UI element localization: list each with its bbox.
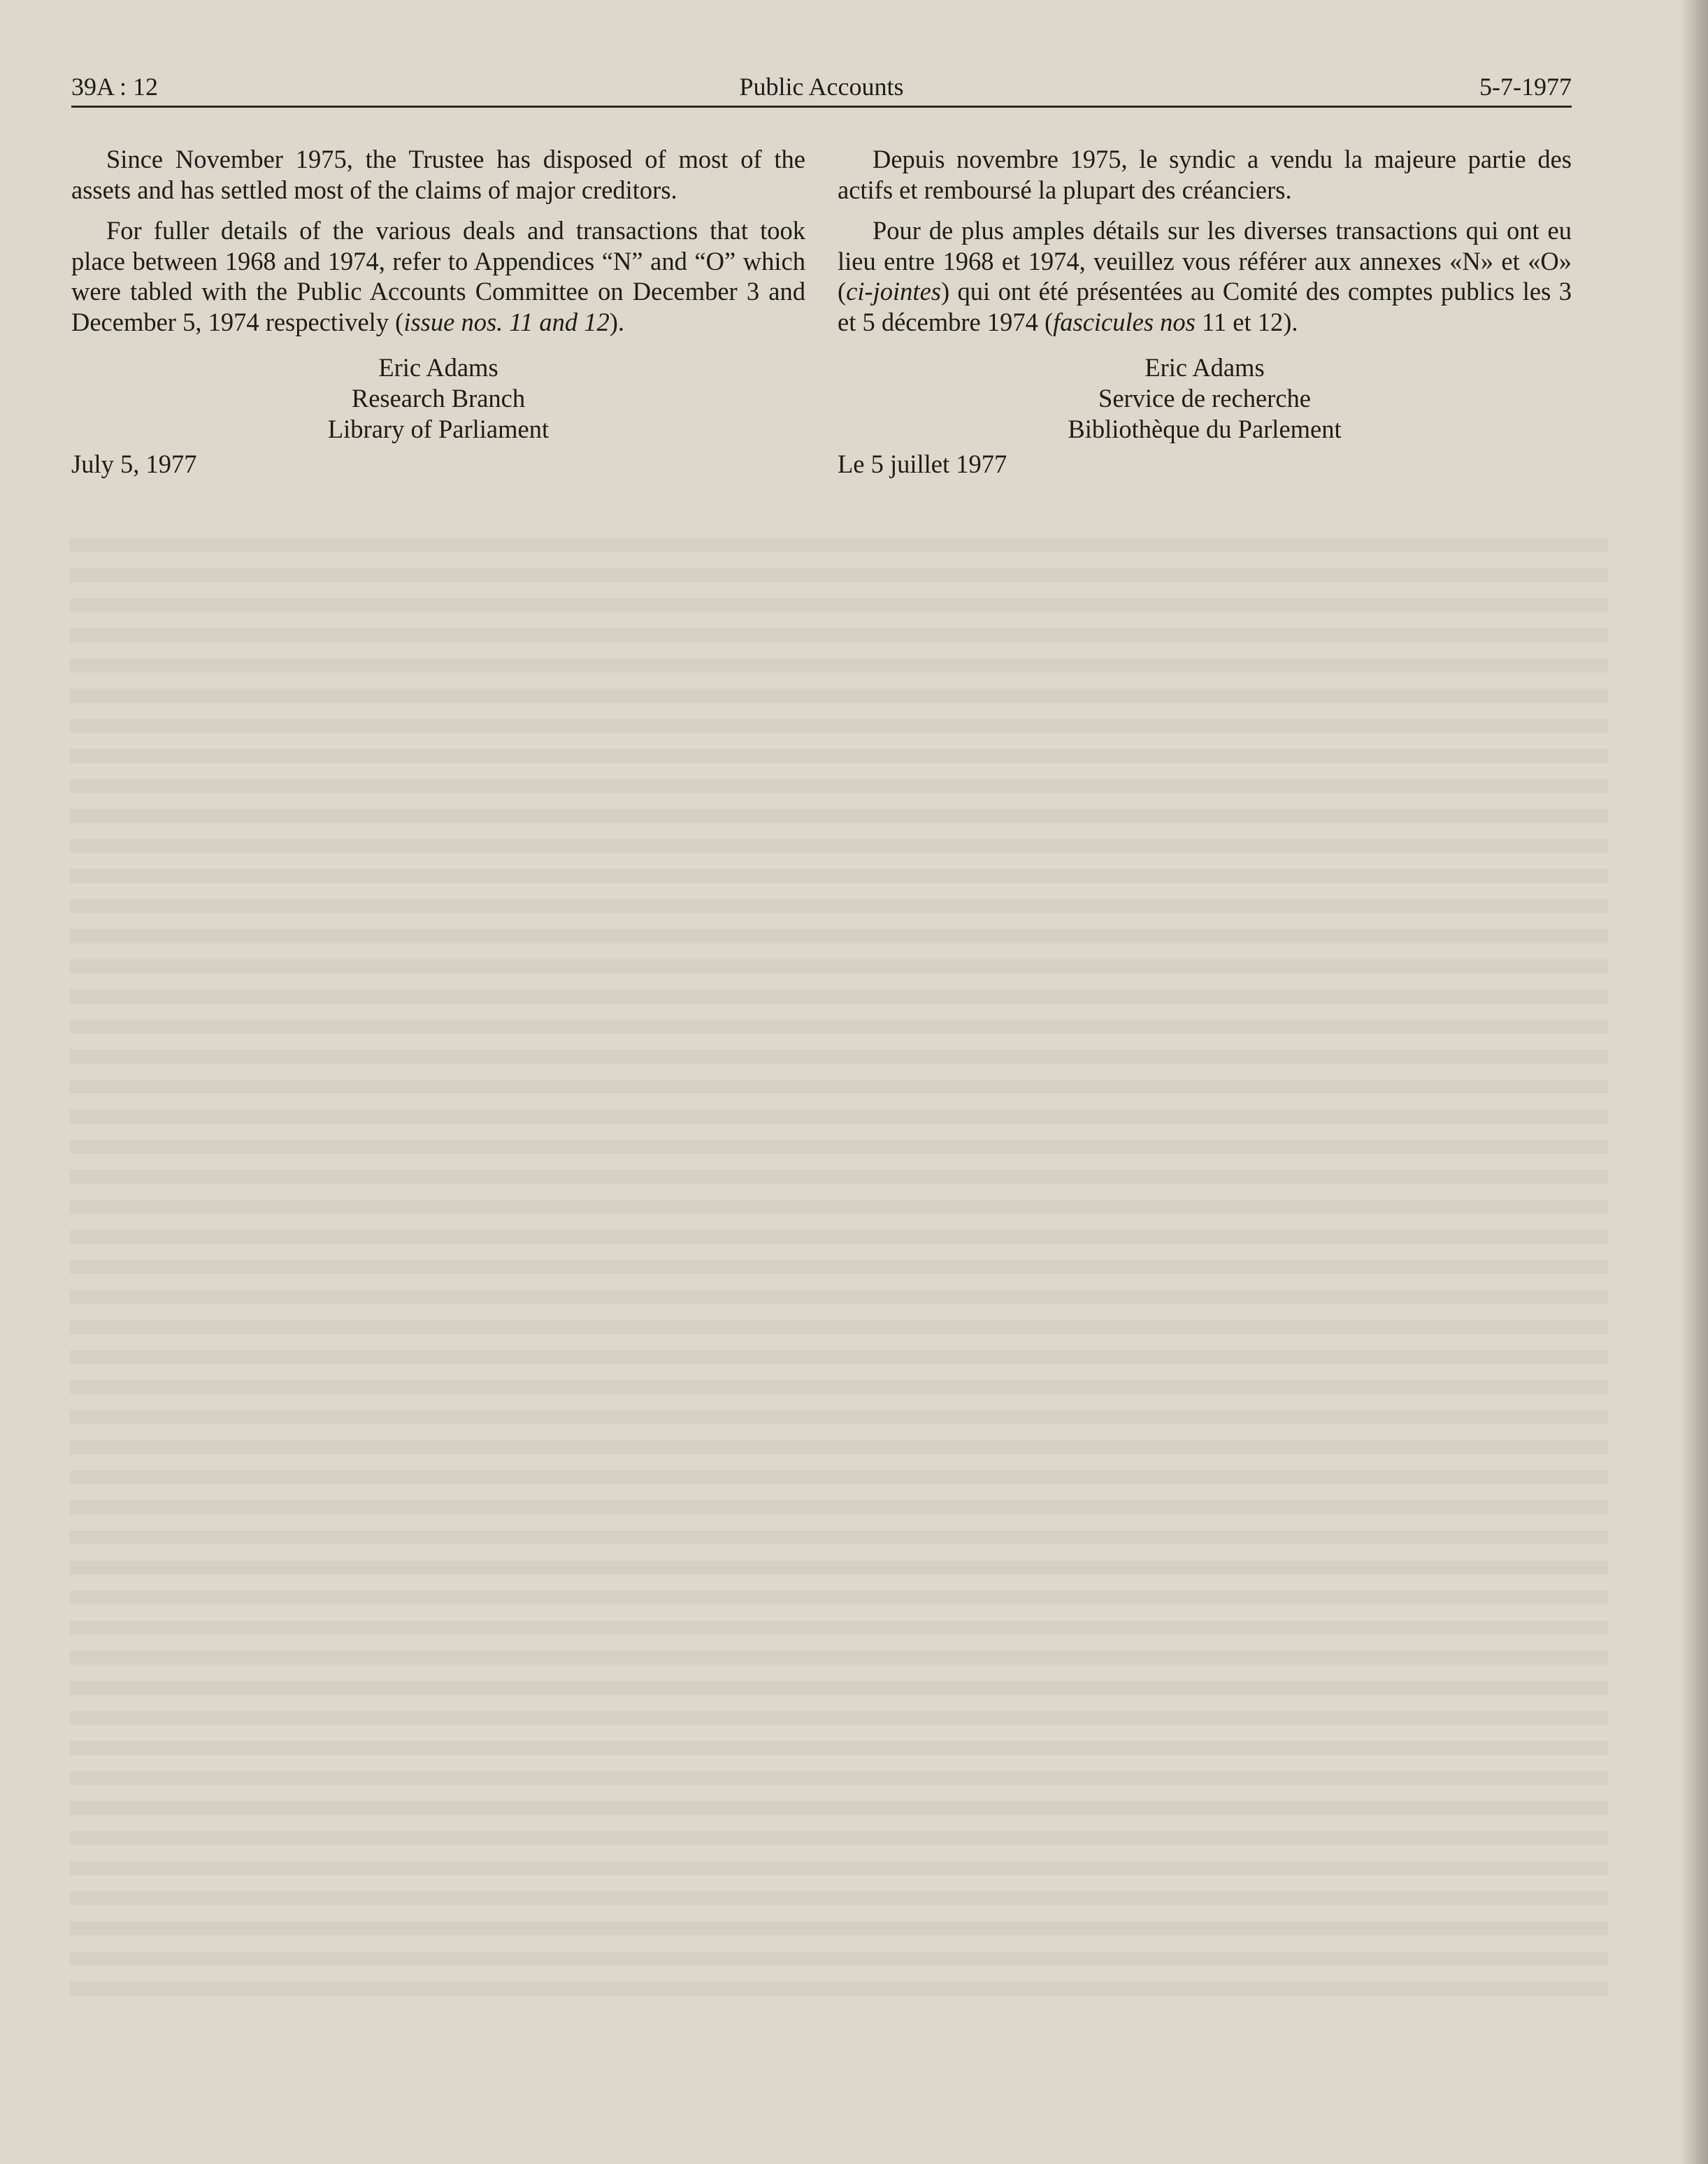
french-signature (838, 352, 1572, 445)
header-date: 5-7-1977 (1479, 73, 1572, 101)
english-date: July 5, 1977 (71, 450, 197, 478)
french-author-name: Eric Adams (1144, 353, 1265, 382)
french-paragraph-2-mid: ) qui ont été présentées au Comité des comptes publics les 3 et 5 décembre 1974 ( (838, 277, 1572, 336)
english-branch: Research Branch (351, 384, 526, 413)
french-paragraph-2-end: 11 et 12). (1195, 307, 1298, 336)
french-paragraph-2-text: Pour de plus amples détails sur les diverses transactions qui ont eu lieu entre 1968 et 1974, veuillez vous référer aux annexes «N» et «O» ( (838, 216, 1572, 306)
french-date: Le 5 juillet 1977 (838, 450, 1007, 478)
french-issue-reference: fascicules nos (1053, 307, 1196, 336)
english-paragraph-2 (71, 215, 805, 337)
french-library: Bibliothèque du Parlement (1068, 415, 1342, 443)
english-signature (71, 352, 805, 445)
show-through-texture (70, 538, 1608, 2007)
header-page-ref: 39A : 12 (71, 73, 159, 101)
french-paragraph-2 (838, 215, 1572, 337)
french-annex-reference: ci-jointes (846, 277, 941, 306)
page-edge-shadow (1680, 0, 1708, 2164)
header-rule (71, 106, 1572, 108)
english-column (71, 144, 805, 480)
french-branch: Service de recherche (1098, 384, 1311, 413)
french-column (838, 144, 1572, 480)
english-paragraph-2-text: For fuller details of the various deals and transactions that took place between 1968 and 1974, refer to Appendices “N” and “O” which were tabled with the Public Accounts Committee on December 3 and December 5, 1974 respectively ( (71, 216, 805, 336)
running-header (71, 70, 1572, 103)
header-title: Public Accounts (739, 73, 904, 101)
english-paragraph-2-end: ). (609, 307, 624, 336)
english-issue-reference: issue nos. 11 and 12 (403, 307, 610, 336)
french-paragraph-1: Depuis novembre 1975, le syndic a vendu la majeure partie des actifs et remboursé la plupart des créanciers. (838, 145, 1572, 204)
english-author-name: Eric Adams (378, 353, 498, 382)
english-paragraph-1: Since November 1975, the Trustee has disposed of most of the assets and has settled most of the claims of major creditors. (71, 145, 805, 204)
english-library: Library of Parliament (327, 415, 550, 443)
